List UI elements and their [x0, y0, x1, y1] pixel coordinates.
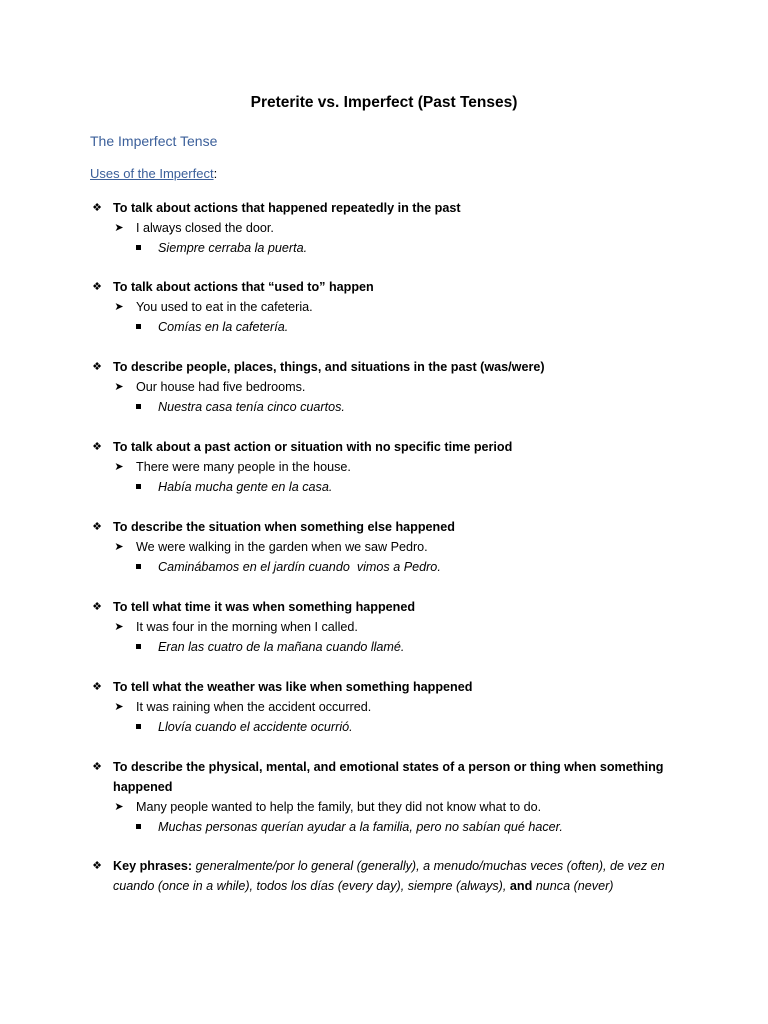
- arrow-bullet-icon: ➤: [114, 381, 124, 393]
- example-english: [90, 697, 690, 717]
- example-spanish: [90, 817, 690, 837]
- use-text: To describe people, places, things, and situations in the past (was/were): [113, 360, 545, 374]
- use-description: [90, 757, 668, 797]
- example-english: [90, 297, 690, 317]
- use-item: [90, 517, 690, 577]
- use-text: To talk about a past action or situation with no specific time period: [113, 440, 513, 454]
- arrow-bullet-icon: ➤: [114, 701, 124, 713]
- example-spanish-text: Había mucha gente en la casa.: [158, 480, 333, 494]
- arrow-bullet-icon: ➤: [114, 801, 124, 813]
- example-english-text: Our house had five bedrooms.: [136, 380, 306, 394]
- square-bullet-icon: [136, 245, 141, 250]
- key-phrases-list-2: cuando (once in a while), todos los días (every day), siempre (always),: [113, 879, 507, 893]
- use-item: [90, 357, 690, 417]
- use-text: To describe the physical, mental, and emotional states of a person or thing when something happened: [113, 760, 664, 794]
- key-phrases-and: and: [509, 879, 533, 893]
- example-spanish: [90, 238, 690, 258]
- square-bullet-icon: [136, 724, 141, 729]
- section-heading: The Imperfect Tense: [90, 133, 218, 149]
- use-item: [90, 597, 690, 657]
- arrow-bullet-icon: ➤: [114, 541, 124, 553]
- example-spanish-text: Caminábamos en el jardín cuando vimos a Pedro.: [158, 560, 441, 574]
- example-spanish: [90, 557, 690, 577]
- diamond-bullet-icon: ❖: [92, 441, 102, 453]
- example-english-text: Many people wanted to help the family, but they did not know what to do.: [136, 800, 542, 814]
- example-english-text: We were walking in the garden when we saw Pedro.: [136, 540, 428, 554]
- use-text: To describe the situation when something else happened: [113, 520, 455, 534]
- example-english-text: I always closed the door.: [136, 221, 274, 235]
- example-spanish-text: Llovía cuando el accidente ocurrió.: [158, 720, 353, 734]
- use-description: [90, 198, 690, 218]
- diamond-bullet-icon: ❖: [92, 281, 102, 293]
- example-english: [90, 218, 690, 238]
- use-item: [90, 757, 690, 837]
- example-spanish-text: Siempre cerraba la puerta.: [158, 241, 308, 255]
- example-spanish: [90, 477, 690, 497]
- use-text: To talk about actions that happened repeatedly in the past: [113, 201, 461, 215]
- example-spanish: [90, 717, 690, 737]
- use-description: [90, 677, 690, 697]
- example-spanish: [90, 637, 690, 657]
- diamond-bullet-icon: ❖: [92, 761, 102, 773]
- example-english-text: You used to eat in the cafeteria.: [136, 300, 313, 314]
- square-bullet-icon: [136, 644, 141, 649]
- page-title: Preterite vs. Imperfect (Past Tenses): [250, 94, 518, 111]
- diamond-bullet-icon: ❖: [92, 361, 102, 373]
- arrow-bullet-icon: ➤: [114, 222, 124, 234]
- diamond-bullet-icon: ❖: [92, 202, 102, 214]
- use-item: [90, 277, 690, 337]
- example-english: [90, 537, 690, 557]
- square-bullet-icon: [136, 824, 141, 829]
- use-text: To talk about actions that “used to” happen: [113, 280, 374, 294]
- use-item: [90, 677, 690, 737]
- key-phrases-line-2: [90, 876, 690, 896]
- use-description: [90, 357, 690, 377]
- uses-heading: [90, 166, 217, 181]
- uses-heading-text: Uses of the Imperfect: [90, 166, 214, 181]
- square-bullet-icon: [136, 324, 141, 329]
- diamond-bullet-icon: ❖: [92, 860, 102, 872]
- example-english-text: It was four in the morning when I called.: [136, 620, 358, 634]
- example-english: [90, 457, 690, 477]
- key-phrases-list-1: generalmente/por lo general (generally), a menudo/muchas veces (often), de vez en: [195, 859, 665, 873]
- example-spanish-text: Comías en la cafetería.: [158, 320, 289, 334]
- example-spanish: [90, 317, 690, 337]
- diamond-bullet-icon: ❖: [92, 601, 102, 613]
- example-english: [90, 617, 690, 637]
- diamond-bullet-icon: ❖: [92, 521, 102, 533]
- key-phrases: [90, 856, 690, 896]
- use-text: To tell what time it was when something happened: [113, 600, 416, 614]
- diamond-bullet-icon: ❖: [92, 681, 102, 693]
- use-description: [90, 517, 690, 537]
- square-bullet-icon: [136, 484, 141, 489]
- example-english-text: It was raining when the accident occurred.: [136, 700, 372, 714]
- key-phrases-last: nunca (never): [535, 879, 614, 893]
- use-item: [90, 437, 690, 497]
- example-spanish-text: Eran las cuatro de la mañana cuando llamé.: [158, 640, 405, 654]
- example-spanish: [90, 397, 690, 417]
- example-english: [90, 797, 690, 817]
- square-bullet-icon: [136, 404, 141, 409]
- key-phrases-line-1: [90, 856, 690, 876]
- square-bullet-icon: [136, 564, 141, 569]
- example-spanish-text: Nuestra casa tenía cinco cuartos.: [158, 400, 345, 414]
- key-phrases-label: Key phrases:: [113, 859, 193, 873]
- use-description: [90, 597, 690, 617]
- arrow-bullet-icon: ➤: [114, 301, 124, 313]
- arrow-bullet-icon: ➤: [114, 621, 124, 633]
- use-description: [90, 437, 690, 457]
- example-english: [90, 377, 690, 397]
- example-english-text: There were many people in the house.: [136, 460, 351, 474]
- arrow-bullet-icon: ➤: [114, 461, 124, 473]
- use-description: [90, 277, 690, 297]
- use-text: To tell what the weather was like when something happened: [113, 680, 473, 694]
- use-item: [90, 198, 690, 258]
- uses-heading-colon: :: [213, 166, 218, 181]
- example-spanish-text: Muchas personas querían ayudar a la familia, pero no sabían qué hacer.: [158, 820, 563, 834]
